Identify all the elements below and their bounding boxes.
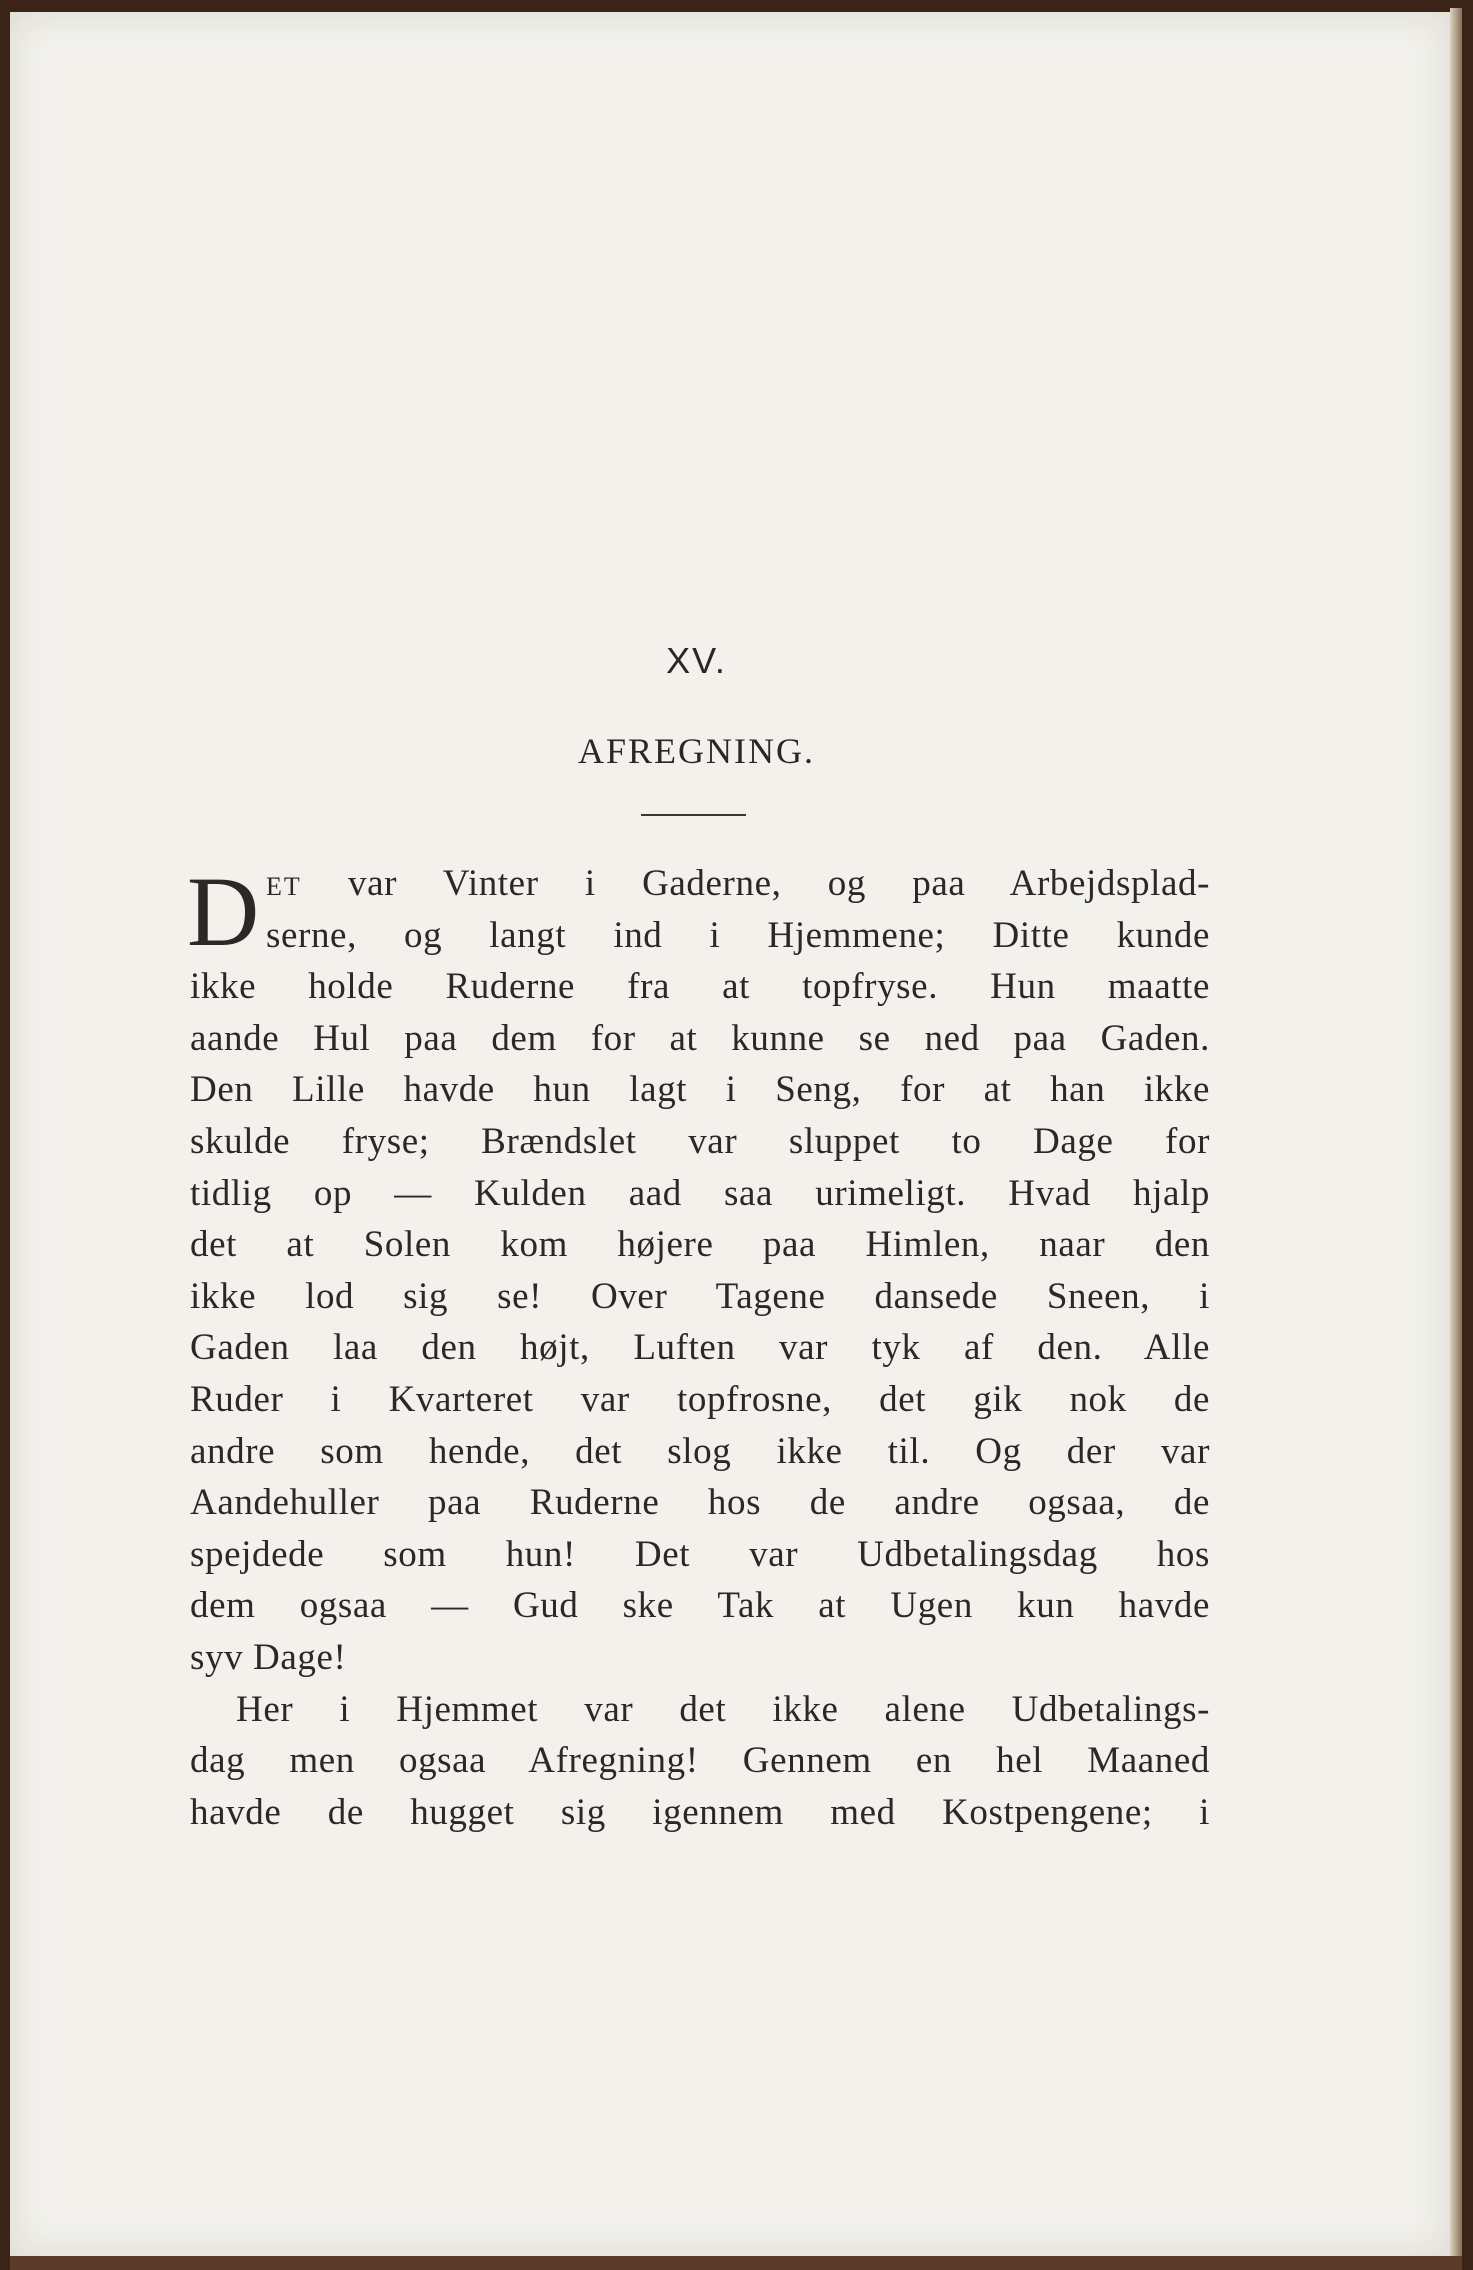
text-line: skulde fryse; Brændslet var sluppet to Dage for [190,1120,1210,1162]
text-line: havde de hugget sig igennem med Kostpengene; i [190,1791,1210,1833]
text-line: ikke lod sig se! Over Tagene dansede Sneen, i [190,1275,1210,1317]
text-line: ikke holde Ruderne fra at topfryse. Hun maatte [190,966,1210,1008]
text-line: Den Lille havde hun lagt i Seng, for at han ikke [190,1069,1210,1111]
book-cover-edge [10,2256,1462,2270]
text-line: dag men ogsaa Afregning! Gennem en hel Maaned [190,1740,1210,1782]
text-line: Aandehuller paa Ruderne hos de andre ogsaa, de [190,1482,1210,1524]
text-line: syv Dage! [190,1636,347,1678]
chapter-number: XV. [666,640,727,681]
book-page [10,12,1450,2256]
text-line: det at Solen kom højere paa Himlen, naar den [190,1224,1210,1266]
drop-cap: D [187,856,260,967]
small-caps-word: ET [266,872,302,901]
body-text [187,856,1210,1838]
text-line: Ruder i Kvarteret var topfrosne, det gik nok de [190,1378,1210,1420]
text-line: Gaden laa den højt, Luften var tyk af den. Alle [190,1327,1210,1369]
text-line: serne, og langt ind i Hjemmene; Ditte kunde [266,914,1210,956]
text-line: dem ogsaa — Gud ske Tak at Ugen kun havde [190,1585,1210,1627]
text-line: andre som hende, det slog ikke til. Og der var [190,1430,1210,1472]
text-line: Her i Hjemmet var det ikke alene Udbetalings- [236,1688,1210,1730]
text-line: spejdede som hun! Det var Udbetalingsdag hos [190,1533,1210,1575]
text-line: aande Hul paa dem for at kunne se ned paa Gaden. [190,1017,1210,1059]
chapter-title: AFREGNING. [577,731,815,771]
text-line: tidlig op — Kulden aad saa urimeligt. Hvad hjalp [190,1172,1210,1214]
title-divider [641,814,746,816]
page-edge [1450,8,1462,2260]
text-line: ET var Vinter i Gaderne, og paa Arbejdsplad- [266,863,1210,904]
